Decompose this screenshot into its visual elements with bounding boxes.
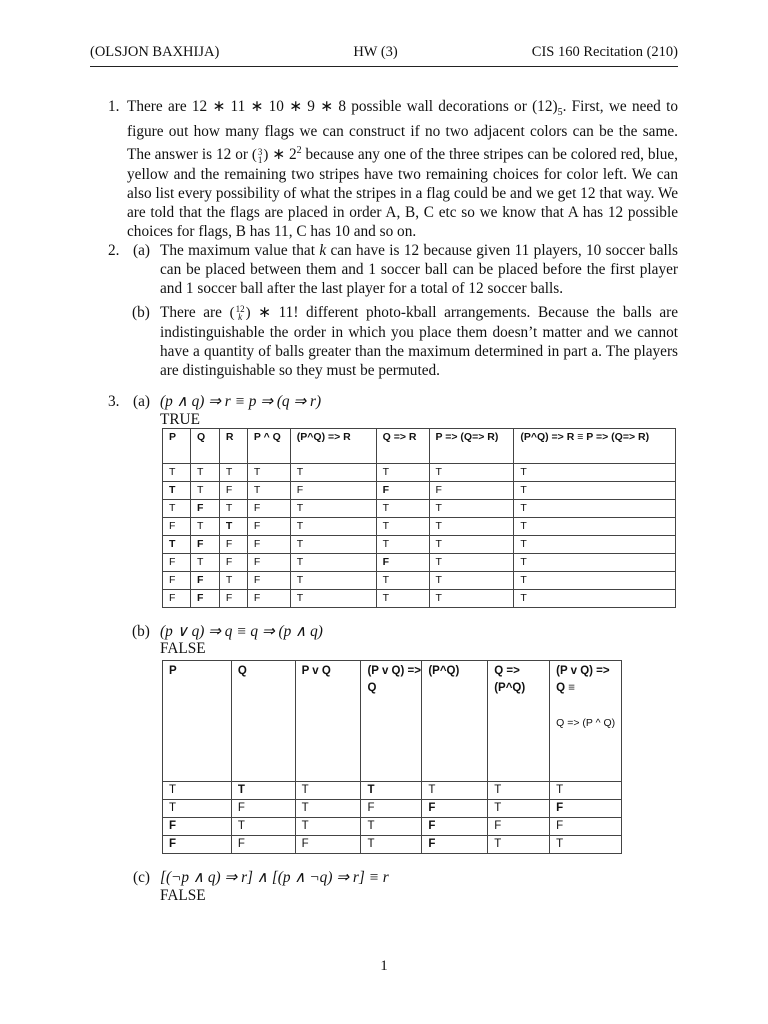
- table-cell: F: [422, 818, 488, 836]
- table-cell: T: [429, 500, 514, 518]
- table-cell: T: [163, 500, 191, 518]
- table-cell: T: [514, 500, 676, 518]
- q1-text-d: because any one of the three stripes can be colored red, blue, yellow and the remaining two stripes have two remaining choices for color left. We can also list every possibility of what the stripes in a flag could be and we get 12 that way. We are told that the flags are placed in order A, B, C etc so we know that A has 12 possible choices for flags, B has 11, C has 10 and so on.: [127, 146, 678, 241]
- truth-table-b: [162, 660, 622, 854]
- table-cell: F: [376, 554, 429, 572]
- table-header-cell: Q: [231, 661, 295, 782]
- q2b-answer: [160, 303, 678, 380]
- q1-binom-bottom: 1: [257, 154, 263, 165]
- table-header-cell: Q => (P^Q): [488, 661, 550, 782]
- q2b-binom-bottom: k: [238, 312, 243, 323]
- table-cell: F: [247, 572, 290, 590]
- q1-binomial: ( 3 1 ): [251, 146, 269, 165]
- table-header-row: [163, 429, 676, 464]
- table-cell: T: [429, 518, 514, 536]
- table-row: [163, 782, 622, 800]
- table-cell: F: [422, 836, 488, 854]
- table-row: [163, 554, 676, 572]
- table-cell: F: [219, 590, 247, 608]
- table-cell: T: [550, 782, 622, 800]
- q2a-variable: k: [319, 242, 327, 259]
- q3c-answer: FALSE: [160, 887, 206, 904]
- table-cell: T: [163, 482, 191, 500]
- table-cell: F: [190, 590, 219, 608]
- q1-subscript: 5: [557, 107, 563, 119]
- table-cell: T: [361, 836, 422, 854]
- table-cell: F: [163, 518, 191, 536]
- q1-superscript: 2: [296, 145, 302, 157]
- table-cell: T: [488, 782, 550, 800]
- table-cell: F: [163, 572, 191, 590]
- table-cell: F: [247, 518, 290, 536]
- table-cell: T: [488, 836, 550, 854]
- table-row: [163, 536, 676, 554]
- table-cell: T: [163, 782, 232, 800]
- table-cell: F: [247, 500, 290, 518]
- table-cell: T: [231, 782, 295, 800]
- table-cell: T: [190, 518, 219, 536]
- table-cell: T: [219, 500, 247, 518]
- table-cell: T: [290, 572, 376, 590]
- table-cell: F: [550, 800, 622, 818]
- table-row: [163, 572, 676, 590]
- q3a-answer: TRUE: [160, 411, 200, 428]
- q3c-formula: [(¬p ∧ q) ⇒ r] ∧ [(p ∧ ¬q) ⇒ r] ≡ r: [160, 869, 389, 886]
- table-cell: T: [376, 464, 429, 482]
- table-cell: T: [514, 536, 676, 554]
- table-cell: F: [219, 482, 247, 500]
- table-cell: T: [219, 572, 247, 590]
- table-cell: T: [247, 464, 290, 482]
- table-cell: T: [514, 518, 676, 536]
- table-header-cell: (P^Q) => R: [290, 429, 376, 464]
- table-cell: F: [231, 800, 295, 818]
- table-cell: F: [231, 836, 295, 854]
- table-row: [163, 590, 676, 608]
- table-cell: T: [247, 482, 290, 500]
- table-cell: T: [295, 800, 361, 818]
- table-row: [163, 800, 622, 818]
- table-cell: T: [376, 572, 429, 590]
- q2a-text-2: can have is 12 because given 11 players, 10 soccer balls can be placed between them and 1 soccer ball can be placed before the first player and 1 soccer ball after the last player for a total of 12 soccer balls.: [160, 242, 678, 297]
- table-cell: T: [376, 518, 429, 536]
- q1-text-a: There are 12 ∗ 11 ∗ 10 ∗ 9 ∗ 8 possible wall decorations or (12): [127, 98, 558, 115]
- table-cell: T: [429, 554, 514, 572]
- q3c-label: (c): [133, 869, 150, 886]
- q1-binom-top: 3: [257, 146, 263, 157]
- table-cell: T: [190, 464, 219, 482]
- table-header-cell: (P^Q) => R ≡ P => (Q=> R): [514, 429, 676, 464]
- table-cell: F: [163, 818, 232, 836]
- q2b-text-2: ∗ 11! different photo-kball arrangements. Because the balls are indistinguishable the order in which you place them doesn’t matter and we cannot have a quantity of balls greater than the maximum determined in part a. The players are distinguishable so they must be permuted.: [160, 304, 678, 379]
- header-course: CIS 160 Recitation (210): [531, 44, 678, 60]
- table-cell: T: [219, 518, 247, 536]
- page-header: [90, 44, 678, 64]
- table-cell: T: [190, 554, 219, 572]
- table-cell: T: [514, 554, 676, 572]
- table-header-cell: Q => R: [376, 429, 429, 464]
- table-cell: T: [295, 818, 361, 836]
- table-cell: F: [247, 554, 290, 572]
- table-cell: T: [550, 836, 622, 854]
- table-header-cell: (P v Q) => Q: [361, 661, 422, 782]
- page-number: 1: [380, 958, 388, 974]
- table-cell: T: [429, 536, 514, 554]
- table-cell: T: [376, 536, 429, 554]
- table-cell: T: [514, 482, 676, 500]
- q2b-binom-top: 12: [235, 304, 245, 315]
- table-cell: F: [376, 482, 429, 500]
- table-cell: F: [219, 536, 247, 554]
- table-cell: T: [422, 782, 488, 800]
- header-assignment: HW (3): [353, 44, 398, 60]
- table-cell: F: [247, 536, 290, 554]
- table-cell: T: [361, 782, 422, 800]
- table-cell: T: [290, 500, 376, 518]
- table-cell: T: [163, 800, 232, 818]
- table-header-cell: R: [219, 429, 247, 464]
- table-cell: T: [361, 818, 422, 836]
- q2b-label: (b): [132, 304, 150, 321]
- q3-number: 3.: [108, 393, 120, 410]
- table-cell: T: [429, 590, 514, 608]
- table-cell: F: [163, 554, 191, 572]
- header-text: (P v Q) => Q ≡: [556, 665, 610, 694]
- table-cell: F: [295, 836, 361, 854]
- table-cell: T: [514, 590, 676, 608]
- table-cell: T: [290, 590, 376, 608]
- header-author: (OLSJON BAXHIJA): [90, 44, 220, 60]
- table-row: [163, 518, 676, 536]
- table-header-cell: P => (Q=> R): [429, 429, 514, 464]
- table-cell: T: [163, 536, 191, 554]
- table-cell: F: [290, 482, 376, 500]
- q2a-label: (a): [133, 242, 150, 259]
- table-cell: T: [231, 818, 295, 836]
- q2a-text-1: The maximum value that: [160, 242, 320, 259]
- table-row: [163, 500, 676, 518]
- table-cell: T: [376, 590, 429, 608]
- table-row: [163, 836, 622, 854]
- table-cell: T: [514, 464, 676, 482]
- table-header-cell: P: [163, 429, 191, 464]
- table-cell: T: [488, 800, 550, 818]
- table-cell: F: [488, 818, 550, 836]
- table-header-row: [163, 661, 622, 782]
- q2-number: 2.: [108, 242, 120, 259]
- q1-text-b: . First, we need to figure out how many flags we can construct if no two adjacent colors can be the same. The answer is 12 or: [127, 98, 678, 164]
- table-cell: F: [163, 590, 191, 608]
- table-cell: F: [550, 818, 622, 836]
- table-cell: T: [514, 572, 676, 590]
- q2a-answer: [160, 241, 678, 298]
- table-cell: T: [295, 782, 361, 800]
- table-cell: F: [190, 572, 219, 590]
- table-row: [163, 818, 622, 836]
- table-cell: T: [429, 464, 514, 482]
- header-rule: [90, 66, 678, 67]
- truth-table-a: [162, 428, 676, 608]
- table-cell: T: [376, 500, 429, 518]
- table-header-cell: Q: [190, 429, 219, 464]
- table-cell: F: [190, 500, 219, 518]
- table-cell: T: [290, 554, 376, 572]
- q3b-answer: FALSE: [160, 640, 206, 657]
- q2b-text-1: There are: [160, 304, 230, 321]
- table-cell: T: [290, 536, 376, 554]
- table-cell: F: [219, 554, 247, 572]
- table-cell: T: [290, 518, 376, 536]
- table-cell: T: [163, 464, 191, 482]
- table-cell: F: [422, 800, 488, 818]
- q3b-label: (b): [132, 623, 150, 640]
- q3b-formula: (p ∨ q) ⇒ q ≡ q ⇒ (p ∧ q): [160, 623, 323, 640]
- table-cell: F: [361, 800, 422, 818]
- table-header-cell: (P^Q): [422, 661, 488, 782]
- q3a-formula: (p ∧ q) ⇒ r ≡ p ⇒ (q ⇒ r): [160, 393, 322, 410]
- table-cell: T: [290, 464, 376, 482]
- q1-number: 1.: [108, 98, 120, 115]
- table-row: [163, 482, 676, 500]
- table-cell: F: [429, 482, 514, 500]
- table-header-cell: [550, 661, 622, 782]
- table-cell: T: [219, 464, 247, 482]
- q1-answer: [127, 97, 678, 241]
- table-header-cell: P v Q: [295, 661, 361, 782]
- table-cell: T: [429, 572, 514, 590]
- header-note: Q => (P ^ Q): [556, 717, 616, 729]
- q3a-label: (a): [133, 393, 150, 410]
- table-cell: T: [190, 482, 219, 500]
- table-row: [163, 464, 676, 482]
- table-cell: F: [190, 536, 219, 554]
- q2b-binomial: ( 12 k ): [229, 304, 251, 323]
- table-cell: F: [163, 836, 232, 854]
- table-header-cell: P ^ Q: [247, 429, 290, 464]
- table-cell: F: [247, 590, 290, 608]
- q1-text-c: ∗ 2: [268, 146, 297, 164]
- table-header-cell: P: [163, 661, 232, 782]
